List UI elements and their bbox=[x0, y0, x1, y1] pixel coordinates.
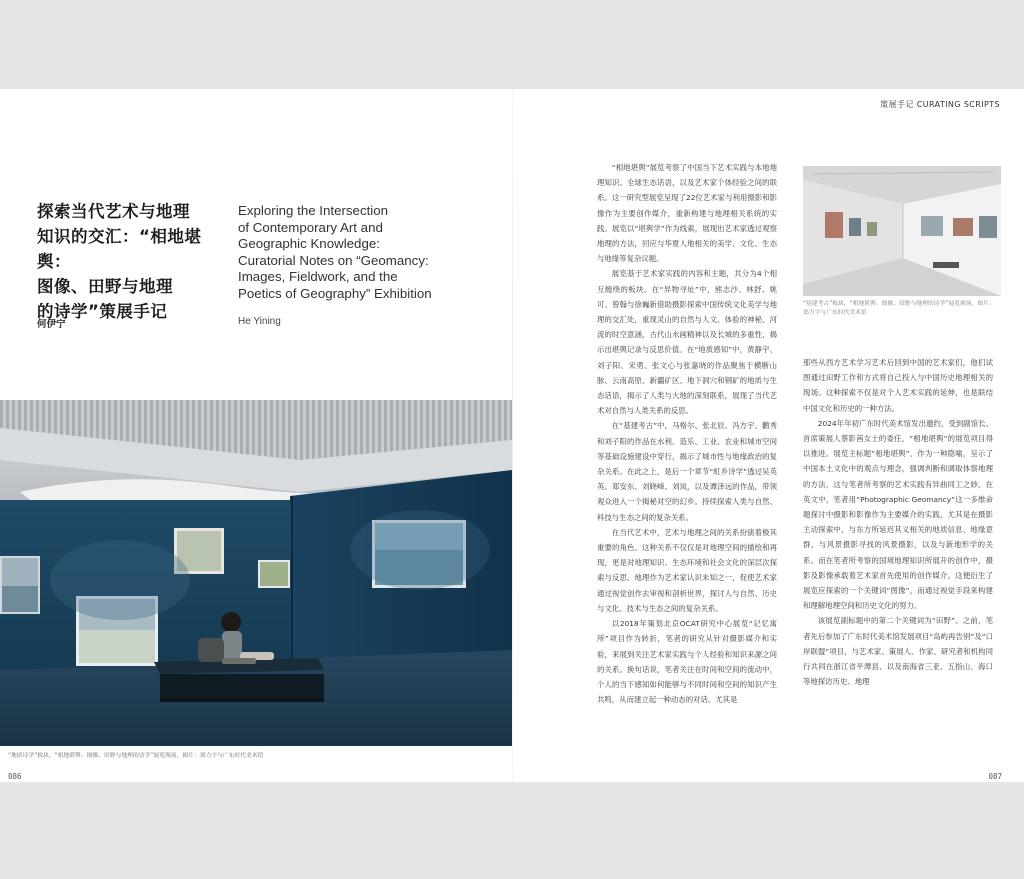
page-number-left: 086 bbox=[8, 772, 22, 781]
title-zh-line: 知识的交汇：“相地堪舆： bbox=[37, 227, 202, 271]
title-zh-line: 探索当代艺术与地理 bbox=[37, 202, 190, 221]
title-en-line: of Contemporary Art and bbox=[238, 219, 383, 235]
exhibition-photo-small bbox=[803, 166, 1001, 296]
body-paragraph: “相地堪舆”展览考察了中国当下艺术实践与本地地理知识、全球生态话语，以及艺术家个体经验之间的联系。这一研究型展览呈现了22位艺术家与利用摄影和影像作为主要创作媒介，重新构建与地理相关系统的实践。展览以“堪舆学”作为线索，展现出艺术家透过观察地理的方法，回应与华夏人地相关的美学、文化、生态与地缘等复杂议题。 bbox=[597, 163, 777, 264]
body-column-1 bbox=[597, 160, 777, 752]
title-en-line: Geographic Knowledge: bbox=[238, 236, 380, 251]
body-paragraph: 在当代艺术中，艺术与地理之间的关系扮演着极其重要的角色。这种关系不仅仅是对地理空间的描绘和再现，更是对地理知识、生态环境和社会文化的深层次探索与反思。地理作为艺术家认识未知之一，促使艺术家通过视觉创作去审视和剖析世界，探讨人与自然、历史与文化、技术与生态之间的复杂关系。 bbox=[597, 527, 777, 613]
body-paragraph: 展览基于艺术家实践的内容和主题，共分为4个相互缠绕的板块。在“异物寻址”中，熊志沙、林舒、姚可、曾翰与徐巍新借助摄影探索中国传统文化美学与地理的交汇处，重现灵山的自然与人文、体验的神秘、河流的时空意涵，古代山水画精神以及长城的多重性，揭示出堪舆记录与反思价值。在“地质感知”中，黄静宇、刘子阳、宋勇、张文心与张嘉晓的作品聚焦于横断山脉、云南高原、新疆矿区、地下洞穴和钢矿的地质与生态话语，揭示了人类与大地的深刻联系，展现了当代艺术对自然与人类关系的反思。 bbox=[597, 269, 777, 416]
title-zh-line: 图像、田野与地理 bbox=[37, 277, 173, 296]
body-paragraph: 那些从西方艺术学习艺术后回到中国的艺术家们，他们试图通过田野工作和方式将自己投入与中国历史地理相关的现场。这种探索不仅是对个人艺术实践的延伸，也是联结中国文化和历史的一种方法。 bbox=[803, 358, 993, 413]
body-paragraph: 在“基建考古”中，马格尔、张北辰、冯方宇、鹳秀和刘子阳的作品在水利、造乐、工业、农业和城市空间等基础设施建设中穿行，揭示了城市性与地缘政治的复杂关系。在此之上，是后一个章节“虹乡诗学”透过吴英英、郑安东、刘晓峰、刘岚，以及谭泽远的作品，带领观众进入一个揭秘对空的幻乡。持续探索人类与自然、科技与生态之间的复杂关系。 bbox=[597, 421, 777, 522]
title-zh-line: 的诗学”策展手记 bbox=[37, 302, 168, 321]
title-english bbox=[238, 203, 448, 302]
title-en-line: Curatorial Notes on “Geomancy: bbox=[238, 252, 429, 268]
page-gutter bbox=[512, 89, 513, 782]
exhibition-photo-main bbox=[0, 400, 512, 746]
photo-caption-left: “地质诗学”板块，“相地堪舆：图像、田野与地理的诗学”展览现场，图片：郑力宇与广东时代美术馆 bbox=[8, 753, 264, 759]
title-chinese bbox=[37, 199, 217, 324]
author-chinese: 何伊宁 bbox=[37, 319, 66, 330]
title-en-line: Exploring the Intersection bbox=[238, 203, 389, 218]
title-en-line: Images, Fieldwork, and the bbox=[238, 269, 398, 284]
body-paragraph: 该展览副标题中的第二个关键词为“田野”。之前，笔者先后参加了广东时代美术馆发展项目“岛屿再告别”及“口岸联盟”项目，与艺术家、策展人、作家、研究者和机构同行共同在浙江省平潭县、以及南海省三亚、五指山、海口等地探访历史、地理 bbox=[803, 616, 993, 687]
title-en-line: Poetics of Geography” Exhibition bbox=[238, 285, 432, 301]
page-number-right: 087 bbox=[988, 772, 1002, 781]
body-paragraph: 以2018年策划北京OCAT研究中心展览“记忆寓所”项目作为转折，笔者的研究从针对摄影媒介和实验，来展到关注艺术家实践与个人经验和知识来源之间的关系。换句话说，笔者关注在时间和空间的流动中，个人的当下感知如何能够与不同时间和空间的知识产生共鸣，从而建立起一种动态的对话。尤其是 bbox=[597, 619, 777, 705]
photo-caption-right: “基建考古”板块，“相地堪舆：图像、田野与地理的诗学”展览现场，图片：郑力宇与广东时代美术馆 bbox=[803, 301, 995, 316]
author-english: He Yining bbox=[238, 316, 281, 327]
body-column-2 bbox=[803, 355, 993, 752]
body-paragraph: 2024年年初广东时代美术馆发出邀约，受到副馆长、首席策展人蔡影茜女士的委任，“相地堪舆”的展览项目得以推进。展览主标题“相地堪舆”，作为一种隐喻，呈示了中国本土文化中的观点与理念，强调判断和调取体察地理的方法，这与笔者所考察的艺术实践有异曲同工之妙。在英文中，笔者用“Photographic Geomancy”这一多维命题探讨中摄影和影像作为主要媒介的实践，尤其是在摄影主动探索中，与东方所延迟其义相关的地质信息、地缘意群，与风景摄影寻找的风景摄影，以及与新地形学的关系。而在笔者所考察的国境地理知识所展开的创作中，摄影及影像承载着艺术家首先使用的创作媒介。这便衍生了展览应探索的一个关键词“图像”，而通过视觉手段来构建和理解地理空间和历史文化的努力。 bbox=[803, 418, 993, 611]
section-header: 策展手记 CURATING SCRIPTS bbox=[880, 100, 1000, 109]
